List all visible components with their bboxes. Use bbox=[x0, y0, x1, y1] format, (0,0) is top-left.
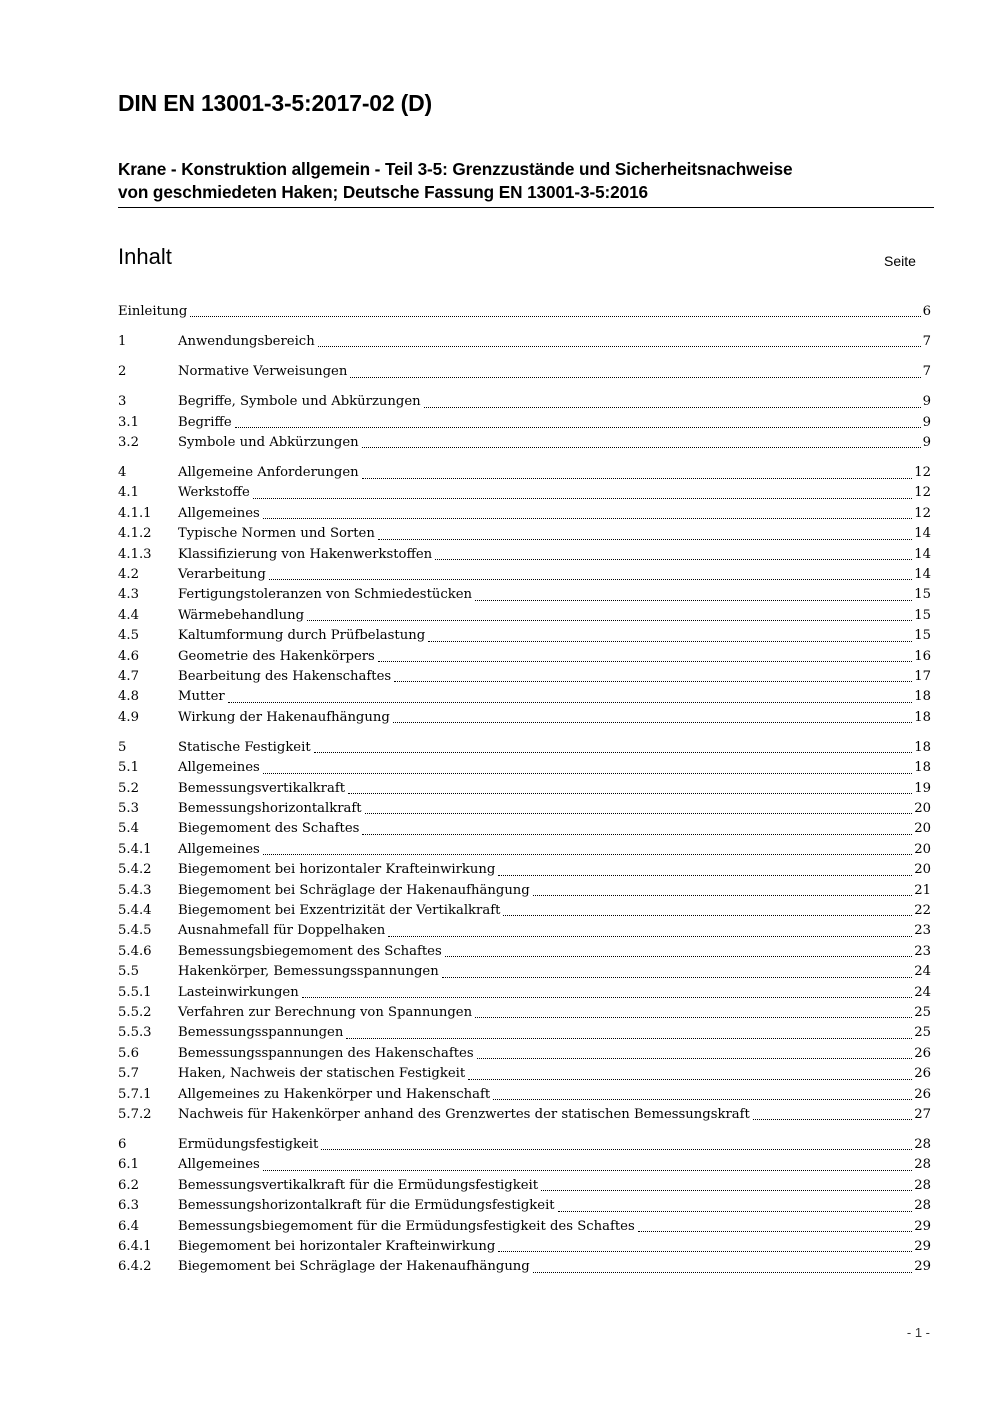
toc-entry[interactable] bbox=[118, 1176, 931, 1196]
toc-entry-title: Bemessungsvertikalkraft bbox=[178, 780, 346, 796]
toc-entry-page: 6 bbox=[922, 304, 931, 319]
toc-entry-title: Allgemeines bbox=[178, 760, 260, 776]
toc-entry-number: 5.4.3 bbox=[118, 882, 152, 898]
toc-entry-page: 9 bbox=[922, 414, 931, 430]
toc-entry-line bbox=[178, 942, 931, 962]
toc-entry[interactable] bbox=[118, 647, 931, 667]
toc-entry-page: 28 bbox=[914, 1177, 931, 1193]
toc-entry-title: Allgemeine Anforderungen bbox=[178, 465, 359, 481]
toc-entry-page: 29 bbox=[914, 1218, 931, 1234]
toc-entry-number: 4.8 bbox=[118, 689, 139, 705]
document-subtitle-line-2: von geschmiedeten Haken; Deutsche Fassung EN 13001-3-5:2016 bbox=[118, 182, 648, 202]
toc-dot-leader bbox=[388, 936, 912, 937]
toc-entry-title: Bemessungsspannungen des Hakenschaftes bbox=[178, 1045, 474, 1061]
toc-entry-page: 25 bbox=[914, 1004, 931, 1020]
toc-dot-leader bbox=[269, 579, 912, 580]
toc-entry-line bbox=[178, 921, 931, 941]
toc-entry-page: 12 bbox=[914, 485, 931, 501]
toc-entry-title: Allgemeines bbox=[178, 841, 260, 857]
toc-entry-page: 18 bbox=[914, 689, 931, 705]
toc-entry-page: 9 bbox=[922, 435, 931, 451]
toc-entry[interactable] bbox=[118, 819, 931, 839]
toc-dot-leader bbox=[263, 773, 912, 774]
toc-entry[interactable] bbox=[118, 392, 931, 412]
toc-entry[interactable] bbox=[118, 545, 931, 565]
toc-entry-title: Wirkung der Hakenaufhängung bbox=[178, 709, 390, 725]
toc-entry-number: 3.1 bbox=[118, 414, 139, 430]
toc-dot-leader bbox=[393, 722, 912, 723]
toc-entry-line bbox=[178, 1217, 931, 1237]
toc-entry-number: 5.5 bbox=[118, 964, 139, 980]
toc-entry-number: 5.4.5 bbox=[118, 923, 152, 939]
toc-entry-number: 6.3 bbox=[118, 1198, 139, 1214]
toc-entry[interactable] bbox=[118, 738, 931, 758]
toc-entry-number: 5.5.2 bbox=[118, 1004, 152, 1020]
toc-entry[interactable] bbox=[118, 1237, 931, 1257]
toc-entry-line bbox=[178, 626, 931, 646]
toc-entry-line bbox=[178, 362, 931, 382]
document-subtitle-line-1: Krane - Konstruktion allgemein - Teil 3-5: Grenzzustände und Sicherheitsnachweise bbox=[118, 159, 793, 179]
toc-dot-leader bbox=[445, 956, 913, 957]
toc-entry-line bbox=[178, 1023, 931, 1043]
toc-entry-line bbox=[178, 647, 931, 667]
toc-entry[interactable] bbox=[118, 1105, 931, 1125]
toc-entry-number: 5.5.3 bbox=[118, 1025, 152, 1041]
toc-entry-line bbox=[178, 565, 931, 585]
toc-entry-page: 14 bbox=[914, 526, 931, 542]
toc-entry-page: 14 bbox=[914, 546, 931, 562]
toc-entry-title: Hakenkörper, Bemessungsspannungen bbox=[178, 964, 439, 980]
toc-heading: Inhalt bbox=[118, 244, 172, 269]
toc-entry-title: Ausnahmefall für Doppelhaken bbox=[178, 923, 386, 939]
toc-entry-page: 20 bbox=[914, 862, 931, 878]
toc-entry-page: 15 bbox=[914, 607, 931, 623]
toc-entry-title: Lasteinwirkungen bbox=[178, 984, 299, 1000]
toc-entry-number: 4.3 bbox=[118, 587, 139, 603]
toc-dot-leader bbox=[362, 478, 913, 479]
toc-entry-title: Bemessungsvertikalkraft für die Ermüdungsfestigkeit bbox=[178, 1177, 539, 1193]
toc-entry-number: 4.4 bbox=[118, 607, 139, 623]
toc-entry-title: Typische Normen und Sorten bbox=[178, 526, 375, 542]
toc-entry-number: 5 bbox=[118, 739, 127, 755]
toc-dot-leader bbox=[753, 1119, 912, 1120]
toc-entry[interactable] bbox=[118, 433, 931, 453]
toc-entry-title: Ermüdungsfestigkeit bbox=[178, 1136, 319, 1152]
toc-entry[interactable] bbox=[118, 504, 931, 524]
toc-entry-page: 28 bbox=[914, 1198, 931, 1214]
toc-entry-line bbox=[178, 738, 931, 758]
toc-entry-line bbox=[178, 1155, 931, 1175]
toc-dot-leader bbox=[493, 1099, 912, 1100]
toc-entry-number: 4.1.1 bbox=[118, 505, 152, 521]
toc-entry-page: 24 bbox=[914, 964, 931, 980]
toc-entry-number: 5.1 bbox=[118, 760, 139, 776]
toc-entry[interactable] bbox=[118, 483, 931, 503]
toc-entry-page: 16 bbox=[914, 648, 931, 664]
toc-dot-leader bbox=[477, 1058, 913, 1059]
toc-dot-leader bbox=[314, 752, 913, 753]
toc-entry[interactable] bbox=[118, 921, 931, 941]
toc-entry-page: 28 bbox=[914, 1157, 931, 1173]
toc-entry-page: 12 bbox=[914, 505, 931, 521]
toc-dot-leader bbox=[424, 407, 921, 408]
toc-dot-leader bbox=[498, 875, 912, 876]
toc-entry-line bbox=[178, 463, 931, 483]
toc-entry-title: Bemessungsbiegemoment für die Ermüdungsfestigkeit des Schaftes bbox=[178, 1218, 635, 1234]
toc-entry-page: 21 bbox=[914, 882, 931, 898]
toc-dot-leader bbox=[442, 977, 913, 978]
toc-entry[interactable] bbox=[118, 881, 931, 901]
toc-entry-title: Bemessungshorizontalkraft für die Ermüdungsfestigkeit bbox=[178, 1198, 555, 1214]
toc-entry-line bbox=[178, 860, 931, 880]
toc-entry-title: Haken, Nachweis der statischen Festigkeit bbox=[178, 1066, 466, 1082]
table-of-contents bbox=[118, 302, 931, 1278]
toc-dot-leader bbox=[475, 600, 912, 601]
toc-entry-title: Mutter bbox=[178, 689, 225, 705]
toc-entry-page: 23 bbox=[914, 923, 931, 939]
toc-dot-leader bbox=[475, 1017, 912, 1018]
toc-entry[interactable] bbox=[118, 1003, 931, 1023]
toc-entry[interactable] bbox=[118, 1257, 931, 1277]
toc-entry[interactable] bbox=[118, 565, 931, 585]
toc-dot-leader bbox=[503, 915, 912, 916]
toc-entry[interactable] bbox=[118, 901, 931, 921]
toc-entry[interactable] bbox=[118, 413, 931, 433]
toc-entry-number: 5.2 bbox=[118, 780, 139, 796]
toc-entry-number: 4.1 bbox=[118, 485, 139, 501]
toc-entry-line bbox=[178, 606, 931, 626]
toc-entry[interactable] bbox=[118, 667, 931, 687]
toc-entry-title: Allgemeines bbox=[178, 1157, 260, 1173]
toc-entry-page: 28 bbox=[914, 1136, 931, 1152]
toc-entry-number: 1 bbox=[118, 334, 127, 350]
toc-dot-leader bbox=[468, 1079, 912, 1080]
toc-dot-leader bbox=[321, 1149, 912, 1150]
toc-entry[interactable] bbox=[118, 332, 931, 352]
toc-entry-title: Kaltumformung durch Prüfbelastung bbox=[178, 628, 426, 644]
toc-entry-title: Nachweis für Hakenkörper anhand des Grenzwertes der statischen Bemessungskraft bbox=[178, 1106, 750, 1122]
toc-entry-line bbox=[178, 962, 931, 982]
toc-entry-line bbox=[178, 332, 931, 352]
toc-entry-number: 5.6 bbox=[118, 1045, 139, 1061]
toc-entry-page: 17 bbox=[914, 669, 931, 684]
toc-entry[interactable] bbox=[118, 1044, 931, 1064]
toc-entry-page: 20 bbox=[914, 801, 931, 817]
toc-entry-line bbox=[178, 585, 931, 605]
toc-entry[interactable] bbox=[118, 687, 931, 707]
toc-entry[interactable] bbox=[118, 962, 931, 982]
toc-dot-leader bbox=[638, 1231, 912, 1232]
toc-entry-title: Biegemoment des Schaftes bbox=[178, 821, 360, 837]
toc-dot-leader bbox=[435, 559, 912, 560]
toc-entry[interactable] bbox=[118, 983, 931, 1003]
toc-entry-line bbox=[178, 545, 931, 565]
toc-entry-line bbox=[178, 687, 931, 707]
toc-entry-page: 12 bbox=[914, 465, 931, 481]
toc-entry[interactable] bbox=[118, 606, 931, 626]
toc-entry-number: 5.4.4 bbox=[118, 902, 152, 918]
toc-entry-page: 20 bbox=[914, 821, 931, 837]
toc-entry-line bbox=[178, 392, 931, 412]
toc-entry-title: Klassifizierung von Hakenwerkstoffen bbox=[178, 546, 433, 562]
toc-entry-line bbox=[178, 1176, 931, 1196]
toc-entry-title: Geometrie des Hakenkörpers bbox=[178, 648, 375, 664]
toc-dot-leader bbox=[533, 895, 912, 896]
toc-entry-number: 5.7.2 bbox=[118, 1106, 152, 1122]
toc-dot-leader bbox=[307, 620, 912, 621]
toc-entry-title: Verarbeitung bbox=[178, 567, 266, 583]
toc-entry-page: 25 bbox=[914, 1025, 931, 1041]
toc-entry-title: Einleitung bbox=[118, 304, 188, 319]
toc-dot-leader bbox=[365, 813, 913, 814]
toc-entry-line bbox=[178, 413, 931, 433]
toc-entry-number: 6.1 bbox=[118, 1157, 139, 1173]
toc-entry-title: Biegemoment bei Exzentrizität der Vertikalkraft bbox=[178, 902, 501, 918]
toc-entry-line bbox=[178, 667, 931, 687]
toc-entry-title: Bemessungshorizontalkraft bbox=[178, 801, 362, 817]
toc-entry[interactable] bbox=[118, 463, 931, 483]
toc-entry[interactable] bbox=[118, 1023, 931, 1043]
toc-dot-leader bbox=[318, 346, 921, 347]
toc-entry-page: 29 bbox=[914, 1259, 931, 1275]
toc-entry-title: Normative Verweisungen bbox=[178, 364, 348, 380]
toc-entry[interactable] bbox=[118, 362, 931, 382]
toc-dot-leader bbox=[302, 997, 912, 998]
toc-entry-number: 4.9 bbox=[118, 709, 139, 725]
toc-entry-number: 6.2 bbox=[118, 1177, 139, 1193]
toc-entry-line bbox=[178, 1257, 931, 1277]
toc-entry-title: Biegemoment bei horizontaler Krafteinwirkung bbox=[178, 1238, 496, 1254]
toc-entry-page: 7 bbox=[922, 334, 931, 350]
toc-entry-page: 15 bbox=[914, 628, 931, 644]
toc-entry-line bbox=[178, 1085, 931, 1105]
toc-entry-number: 5.5.1 bbox=[118, 984, 152, 1000]
toc-dot-leader bbox=[533, 1272, 912, 1273]
toc-entry-title: Biegemoment bei Schräglage der Hakenaufhängung bbox=[178, 882, 530, 898]
toc-entry-line bbox=[178, 779, 931, 799]
toc-entry-line bbox=[178, 483, 931, 503]
toc-entry-line bbox=[178, 840, 931, 860]
toc-entry-line bbox=[178, 708, 931, 728]
toc-entry-number: 5.4.1 bbox=[118, 841, 152, 857]
toc-entry[interactable] bbox=[118, 942, 931, 962]
toc-entry-title: Biegemoment bei horizontaler Krafteinwirkung bbox=[178, 862, 496, 878]
toc-dot-leader bbox=[378, 539, 912, 540]
toc-entry-line bbox=[178, 524, 931, 544]
toc-entry-title: Biegemoment bei Schräglage der Hakenaufhängung bbox=[178, 1259, 530, 1275]
toc-dot-leader bbox=[541, 1190, 912, 1191]
toc-entry-page: 20 bbox=[914, 841, 931, 857]
toc-entry-page: 22 bbox=[914, 902, 931, 918]
toc-entry-number: 3 bbox=[118, 394, 127, 410]
toc-entry-page: 27 bbox=[914, 1106, 931, 1122]
toc-entry-number: 6 bbox=[118, 1136, 127, 1152]
toc-dot-leader bbox=[263, 1170, 912, 1171]
toc-entry-number: 4.1.2 bbox=[118, 526, 152, 542]
toc-entry-page: 26 bbox=[914, 1045, 931, 1061]
toc-entry-number: 4.5 bbox=[118, 628, 139, 644]
toc-entry-title: Bemessungsbiegemoment des Schaftes bbox=[178, 943, 442, 959]
toc-entry-number: 4.6 bbox=[118, 648, 139, 664]
toc-dot-leader bbox=[362, 447, 921, 448]
toc-entry-line bbox=[178, 799, 931, 819]
toc-entry-number: 5.4.6 bbox=[118, 943, 152, 959]
toc-entry-number: 6.4 bbox=[118, 1218, 139, 1234]
toc-entry-title: Werkstoffe bbox=[178, 485, 250, 501]
toc-entry-line bbox=[118, 302, 931, 322]
toc-entry-number: 5.4.2 bbox=[118, 862, 152, 878]
toc-entry-number: 6.4.1 bbox=[118, 1238, 152, 1254]
toc-entry-page: 18 bbox=[914, 760, 931, 776]
toc-entry-page: 24 bbox=[914, 984, 931, 1000]
toc-dot-leader bbox=[558, 1211, 913, 1212]
toc-entry-page: 19 bbox=[914, 780, 931, 796]
toc-dot-leader bbox=[346, 1038, 912, 1039]
toc-entry-line bbox=[178, 433, 931, 453]
toc-entry[interactable] bbox=[118, 708, 931, 728]
toc-entry-number: 5.4 bbox=[118, 821, 139, 837]
toc-entry-page: 29 bbox=[914, 1238, 931, 1254]
toc-entry-title: Bemessungsspannungen bbox=[178, 1025, 344, 1041]
toc-entry[interactable] bbox=[118, 585, 931, 605]
toc-entry-line bbox=[178, 983, 931, 1003]
toc-entry-page: 7 bbox=[922, 364, 931, 380]
toc-dot-leader bbox=[190, 316, 920, 317]
toc-entry-title: Symbole und Abkürzungen bbox=[178, 435, 359, 451]
document-title: DIN EN 13001-3-5:2017-02 (D) bbox=[118, 90, 432, 116]
toc-entry-number: 3.2 bbox=[118, 435, 139, 451]
toc-entry-number: 6.4.2 bbox=[118, 1259, 152, 1275]
toc-entry[interactable] bbox=[118, 1155, 931, 1175]
toc-entry-line bbox=[178, 1135, 931, 1155]
toc-entry-number: 5.7 bbox=[118, 1066, 139, 1082]
toc-entry-title: Bearbeitung des Hakenschaftes bbox=[178, 669, 392, 684]
toc-entry-line bbox=[178, 819, 931, 839]
toc-entry-number: 2 bbox=[118, 364, 127, 380]
toc-dot-leader bbox=[378, 661, 912, 662]
toc-entry-title: Verfahren zur Berechnung von Spannungen bbox=[178, 1004, 473, 1020]
toc-entry-page: 26 bbox=[914, 1066, 931, 1082]
toc-entry-title: Wärmebehandlung bbox=[178, 607, 305, 623]
toc-entry-line bbox=[178, 1044, 931, 1064]
toc-entry-number: 4.2 bbox=[118, 567, 139, 583]
toc-entry-number: 4 bbox=[118, 465, 127, 481]
document-subtitle bbox=[118, 158, 934, 208]
toc-entry-title: Allgemeines zu Hakenkörper und Hakenschaft bbox=[178, 1086, 491, 1102]
toc-entry[interactable] bbox=[118, 1064, 931, 1084]
toc-dot-leader bbox=[228, 702, 913, 703]
toc-entry[interactable] bbox=[118, 1217, 931, 1237]
toc-entry[interactable] bbox=[118, 799, 931, 819]
toc-entry-page: 18 bbox=[914, 739, 931, 755]
toc-entry-title: Anwendungsbereich bbox=[178, 334, 315, 350]
toc-entry-number: 5.3 bbox=[118, 801, 139, 817]
toc-entry-line bbox=[178, 758, 931, 778]
toc-entry-line bbox=[178, 1064, 931, 1084]
toc-entry-number: 4.7 bbox=[118, 669, 139, 684]
toc-entry-page: 9 bbox=[922, 394, 931, 410]
toc-entry[interactable] bbox=[118, 302, 931, 322]
toc-dot-leader bbox=[253, 498, 912, 499]
toc-dot-leader bbox=[498, 1251, 912, 1252]
page-number: - 1 - bbox=[906, 1325, 930, 1340]
toc-entry[interactable] bbox=[118, 860, 931, 880]
toc-entry-line bbox=[178, 901, 931, 921]
toc-dot-leader bbox=[348, 793, 912, 794]
toc-entry[interactable] bbox=[118, 779, 931, 799]
toc-dot-leader bbox=[263, 854, 912, 855]
toc-entry-line bbox=[178, 504, 931, 524]
toc-dot-leader bbox=[263, 518, 912, 519]
toc-entry[interactable] bbox=[118, 626, 931, 646]
toc-dot-leader bbox=[350, 377, 920, 378]
toc-entry-title: Statische Festigkeit bbox=[178, 739, 311, 755]
toc-entry-line bbox=[178, 1237, 931, 1257]
toc-dot-leader bbox=[235, 427, 921, 428]
toc-entry[interactable] bbox=[118, 758, 931, 778]
toc-entry[interactable] bbox=[118, 1085, 931, 1105]
toc-entry[interactable] bbox=[118, 1135, 931, 1155]
toc-entry[interactable] bbox=[118, 524, 931, 544]
toc-entry-page: 18 bbox=[914, 709, 931, 725]
toc-dot-leader bbox=[394, 681, 912, 682]
toc-entry[interactable] bbox=[118, 1196, 931, 1216]
toc-entry-line bbox=[178, 1105, 931, 1125]
toc-entry-title: Fertigungstoleranzen von Schmiedestücken bbox=[178, 587, 473, 603]
toc-entry-number: 5.7.1 bbox=[118, 1086, 152, 1102]
toc-entry-title: Allgemeines bbox=[178, 505, 260, 521]
toc-entry-page: 26 bbox=[914, 1086, 931, 1102]
toc-entry-page: 15 bbox=[914, 587, 931, 603]
toc-entry-page: 23 bbox=[914, 943, 931, 959]
toc-entry-title: Begriffe bbox=[178, 414, 232, 430]
toc-entry-line bbox=[178, 881, 931, 901]
toc-page-column-heading: Seite bbox=[884, 253, 916, 269]
toc-entry-line bbox=[178, 1003, 931, 1023]
toc-entry-number: 4.1.3 bbox=[118, 546, 152, 562]
toc-dot-leader bbox=[428, 641, 912, 642]
toc-dot-leader bbox=[362, 834, 912, 835]
toc-entry-title: Begriffe, Symbole und Abkürzungen bbox=[178, 394, 421, 410]
toc-entry-page: 14 bbox=[914, 567, 931, 583]
toc-entry[interactable] bbox=[118, 840, 931, 860]
toc-entry-line bbox=[178, 1196, 931, 1216]
